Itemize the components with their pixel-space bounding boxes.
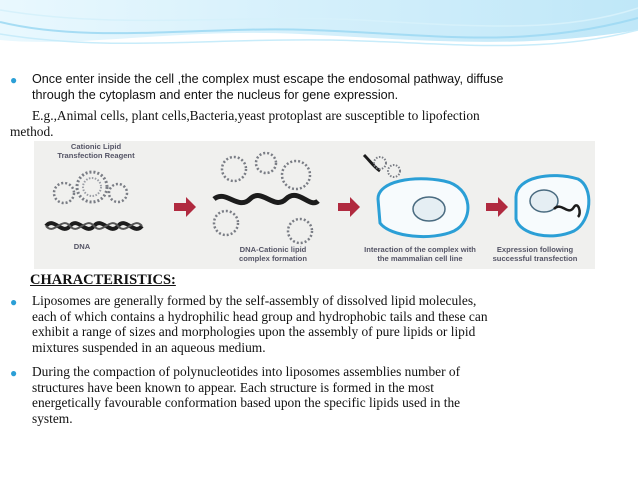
bullet-line: energetically favourable conformation based upon the specific lipids used in the xyxy=(32,395,461,410)
example-line-1: E.g.,Animal cells, plant cells,Bacteria,yeast protoplast are susceptible to lipofection xyxy=(32,108,480,123)
figure-label-complex: DNA-Cationic lipid complex formation xyxy=(239,245,307,263)
bullet-text xyxy=(32,364,630,426)
bullet-line: each of which contains a hydrophilic head group and hydrophobic tails and these can xyxy=(32,308,488,324)
cationic-lipid-liposome-icon xyxy=(54,172,127,203)
arrow-right-icon xyxy=(338,197,360,217)
circle-bullet-icon: ● xyxy=(10,366,18,380)
bullet-text xyxy=(32,71,630,103)
dna-lipid-complex-icon xyxy=(214,153,318,243)
bullet-line: Once enter inside the cell ,the complex must escape the endosomal pathway, diffuse xyxy=(32,72,504,86)
circle-bullet-icon: ● xyxy=(10,73,18,87)
bullet-endosomal-escape xyxy=(10,71,630,103)
bullet-line: During the compaction of polynucleotides into liposomes assemblies number of xyxy=(32,364,461,379)
arrow-right-icon xyxy=(486,197,508,217)
section-heading: CHARACTERISTICS: xyxy=(30,272,176,288)
mammalian-cell-icon xyxy=(364,155,468,237)
bullet-text xyxy=(32,293,630,355)
bullet-line: through the cytoplasm and enter the nucleus for gene expression. xyxy=(32,88,399,102)
figure-label-expression: Expression following successful transfection xyxy=(492,245,578,263)
figure-label-dna: DNA xyxy=(73,242,91,251)
bullet-line: structures have been known to appear. Each structure is formed in the most xyxy=(32,379,434,395)
bullet-liposome-formation xyxy=(10,293,630,355)
bullet-polynucleotide-compaction xyxy=(10,364,630,426)
circle-bullet-icon: ● xyxy=(10,295,18,309)
bullet-line: exhibit a range of sizes and morphologies upon the assembly of pure lipids or lipid xyxy=(32,324,476,339)
bullet-line: Liposomes are generally formed by the self-assembly of dissolved lipid molecules, xyxy=(32,293,477,308)
bullet-line: mixtures suspended in an aqueous medium. xyxy=(32,339,266,355)
transfected-cell-icon xyxy=(516,176,589,236)
bullet-line: system. xyxy=(32,410,73,426)
lipofection-process-figure xyxy=(34,141,595,269)
figure-label-reagent: Cationic Lipid Transfection Reagent xyxy=(57,142,135,160)
figure-label-interaction: Interaction of the complex with the mammalian cell line xyxy=(364,245,476,263)
example-line-2: method. xyxy=(10,124,54,139)
arrow-right-icon xyxy=(174,197,196,217)
